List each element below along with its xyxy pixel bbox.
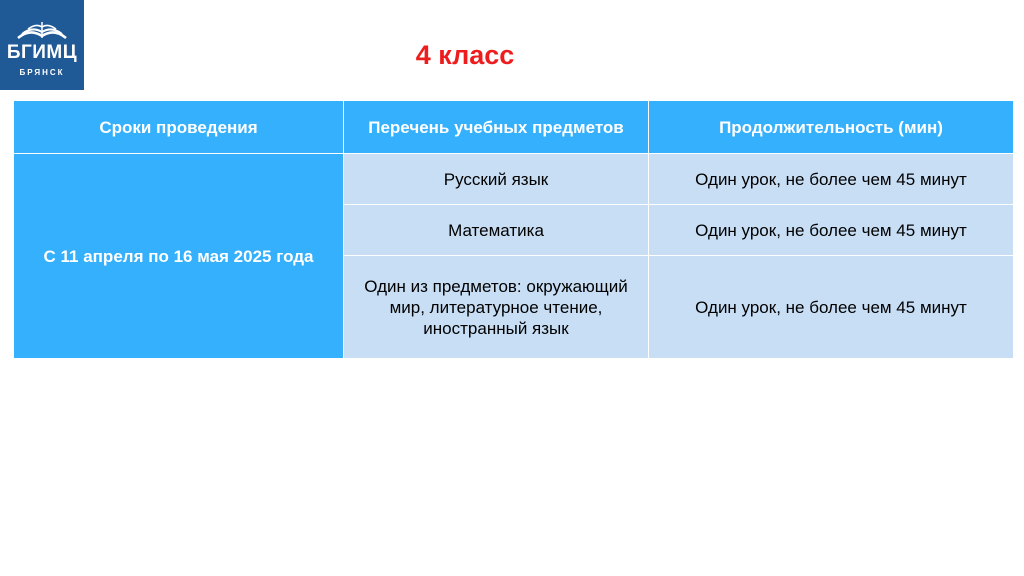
header-period: Сроки проведения [14,101,344,154]
table-row [14,154,1014,205]
duration-cell: Один урок, не более чем 45 минут [649,256,1014,359]
page-title: 4 класс [415,40,515,70]
logo-text: БГИМЦ [6,42,78,63]
duration-cell: Один урок, не более чем 45 минут [649,205,1014,256]
period-cell: С 11 апреля по 16 мая 2025 года [14,154,344,359]
open-book-icon [16,18,68,42]
logo-subtext: БРЯНСК [19,68,65,77]
table-header-row [14,101,1014,154]
header-subjects: Перечень учебных предметов [344,101,649,154]
subject-cell: Математика [344,205,649,256]
header-duration: Продолжительность (мин) [649,101,1014,154]
duration-cell: Один урок, не более чем 45 минут [649,154,1014,205]
subject-cell: Русский язык [344,154,649,205]
subject-cell: Один из предметов: окружающий мир, литературное чтение, иностранный язык [344,256,649,359]
schedule-table [13,100,1014,359]
